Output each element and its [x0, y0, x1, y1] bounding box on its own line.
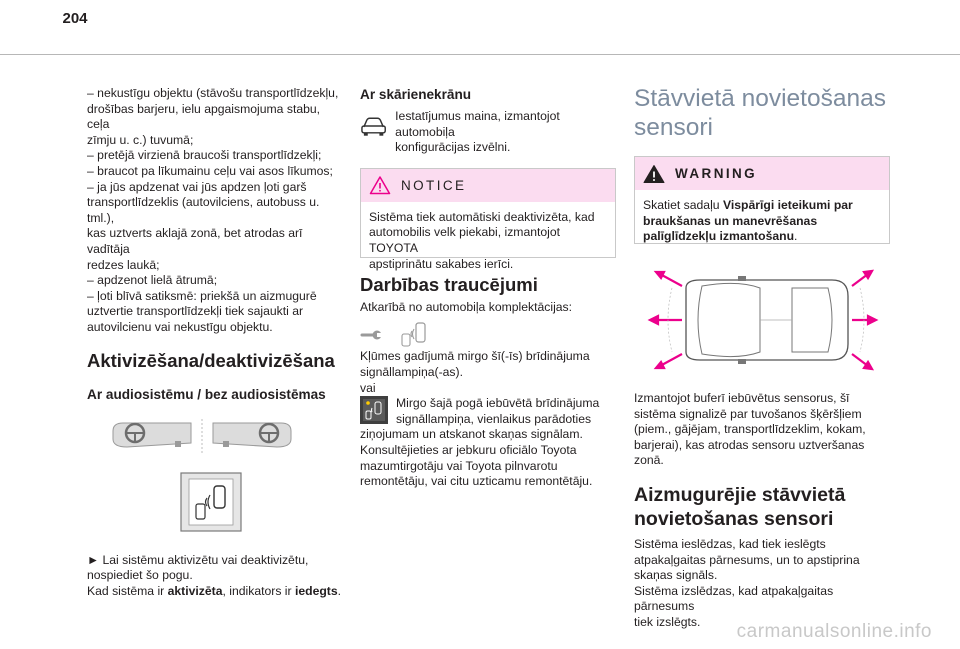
rear-line: Sistēma izslēdzas, kad atpakaļgaitas pārnesums: [634, 583, 834, 614]
intro-line: – braucot pa līkumainu ceļu vai asos līkumos;: [87, 163, 333, 178]
notice-line: automobilis velk piekabi, izmantojot TOYOTA: [369, 225, 561, 255]
intro-line: autovilcienu vai nekustīgu objektu.: [87, 319, 273, 334]
notice-box: [360, 168, 616, 271]
fault-line: signāllampiņa(-as).: [360, 364, 463, 379]
fault-icons-row: [360, 321, 616, 347]
rear-heading-line: novietošanas sensori: [634, 507, 834, 530]
intro-line: – nekustīgu objektu (stāvošu transportlīdzekļu,: [87, 86, 339, 100]
dashboard-icon: [107, 417, 297, 457]
fault-line: remontētāju, vai citu uzticamu remontētāju.: [360, 474, 593, 489]
column-3: [634, 84, 890, 631]
fault-line: signāllampiņa, vienlaikus parādoties: [396, 411, 592, 426]
car-settings-icon: [360, 113, 387, 139]
intro-list: [87, 86, 343, 336]
rear-sensor-text: [634, 537, 890, 631]
warning-triangle-filled-icon: [643, 164, 665, 184]
rear-line: skaņas signāls.: [634, 568, 718, 583]
sensor-line: sistēma signalizē par tuvošanos šķēršļiem: [634, 406, 862, 421]
rear-heading-line: Aizmugurējie stāvvietā: [634, 483, 846, 506]
notice-body: [361, 202, 615, 282]
warning-header: [635, 157, 889, 190]
wrench-icon: [360, 327, 384, 341]
blind-spot-button-dark-icon: [360, 396, 388, 424]
title-line: Stāvvietā novietošanas: [634, 85, 886, 112]
warning-box: [634, 156, 890, 244]
section-heading-rear-sensors: [634, 483, 890, 531]
fault-line: mazumtirgotāju vai Toyota pilnvarotu: [360, 458, 558, 473]
rear-line: atpakaļgaitas pārnesums, un to apstiprina: [634, 552, 860, 567]
warning-line: palīglīdzekļu izmantošanu.: [643, 229, 798, 244]
car-top-view-sensors-icon: [642, 268, 882, 372]
intro-line: – ja jūs apdzenat vai jūs apdzen ļoti garš: [87, 179, 307, 194]
touchscreen-row: [360, 109, 616, 156]
notice-line: apstiprinātu sakabes ierīci.: [369, 256, 514, 271]
footer-watermark: carmanualsonline.info: [736, 621, 932, 642]
dashboard-illustration: [87, 417, 343, 462]
sensor-line: (piem., gājējam, transportlīdzeklim, kokam,: [634, 422, 866, 437]
intro-line: – ļoti blīvā satiksmē: priekšā un aizmugurē: [87, 288, 317, 303]
header-divider: [0, 54, 960, 55]
sensor-line: Izmantojot buferī iebūvētus sensorus, šī: [634, 391, 850, 405]
rear-line: tiek izslēgts.: [634, 614, 701, 629]
button-illustration: [87, 472, 343, 537]
intro-line: – pretējā virzienā braucoši transportlīdzekļi;: [87, 148, 322, 163]
intro-line: redzes laukā;: [87, 257, 160, 272]
fault-button-row: [360, 396, 616, 427]
notice-header: [361, 169, 615, 202]
warning-line: braukšanas un manevrēšanas: [643, 213, 818, 228]
activation-instructions: [87, 553, 343, 600]
title-line: sensori: [634, 114, 713, 141]
blind-spot-button-icon: [180, 472, 242, 532]
parking-sensor-illustration: [634, 268, 890, 377]
fault-line: vai: [360, 380, 376, 395]
fault-text-a: [360, 349, 616, 396]
intro-line: uztvertie transportlīdzekļi tiek sajaukti ar: [87, 304, 304, 319]
warning-label: WARNING: [675, 166, 758, 181]
sensor-line: barjerai), kas atrodas sensoru uztveršanas zonā.: [634, 437, 865, 468]
section-heading-activation: Aktivizēšana/deaktivizēšana: [87, 349, 335, 371]
rear-line: Sistēma ieslēdzas, kad tiek ieslēgts: [634, 536, 826, 551]
instruction-line: nospiediet šo pogu.: [87, 568, 193, 583]
notice-line: Sistēma tiek automātiski deaktivizēta, kad: [369, 209, 595, 224]
touchscreen-text: konfigurācijas izvēlni.: [395, 140, 511, 155]
fault-line: Konsultējieties ar jebkuru oficiālo Toyota: [360, 442, 577, 457]
fault-text-b: [360, 427, 616, 489]
section-title-parking-sensors: [634, 84, 890, 142]
warning-triangle-outline-icon: [369, 175, 391, 195]
fault-line: Kļūmes gadījumā mirgo šī(-īs) brīdinājuma: [360, 349, 590, 364]
fault-line: Mirgo šajā pogā iebūvētā brīdinājuma: [396, 396, 600, 411]
instruction-line: Kad sistēma ir aktivizēta, indikators ir iedegts.: [87, 583, 342, 598]
blind-spot-warning-icon: [398, 321, 428, 347]
touchscreen-text: Iestatījumus maina, izmantojot automobiļa: [395, 109, 560, 139]
intro-line: drošības barjeru, ielu apgaismojuma stabu, ceļa: [87, 101, 321, 132]
section-heading-faults: Darbības traucējumi: [360, 273, 538, 295]
fault-intro: Atkarībā no automobiļa komplektācijas:: [360, 299, 573, 314]
page-number: 204: [62, 10, 88, 27]
column-1: [87, 86, 343, 599]
fault-line: ziņojumam un atskanot skaņas signālam.: [360, 427, 583, 442]
subheading-touchscreen: Ar skārienekrānu: [360, 87, 472, 102]
notice-label: NOTICE: [401, 177, 467, 193]
instruction-line: ► Lai sistēmu aktivizētu vai deaktivizētu,: [87, 552, 309, 567]
intro-line: transportlīdzeklis (autovilciens, autobuss u. tml.),: [87, 195, 320, 225]
sensor-description: [634, 391, 890, 469]
subheading-audio: Ar audiosistēmu / bez audiosistēmas: [87, 386, 326, 402]
warning-body: [635, 190, 889, 255]
intro-line: – apdzenot lielā ātrumā;: [87, 273, 218, 288]
intro-line: kas uztverts aklajā zonā, bet atrodas arī vadītāja: [87, 226, 303, 256]
column-2: [360, 86, 616, 490]
warning-line: Skatiet sadaļu Vispārīgi ieteikumi par: [643, 198, 853, 212]
intro-line: zīmju u. c.) tuvumā;: [87, 132, 194, 147]
